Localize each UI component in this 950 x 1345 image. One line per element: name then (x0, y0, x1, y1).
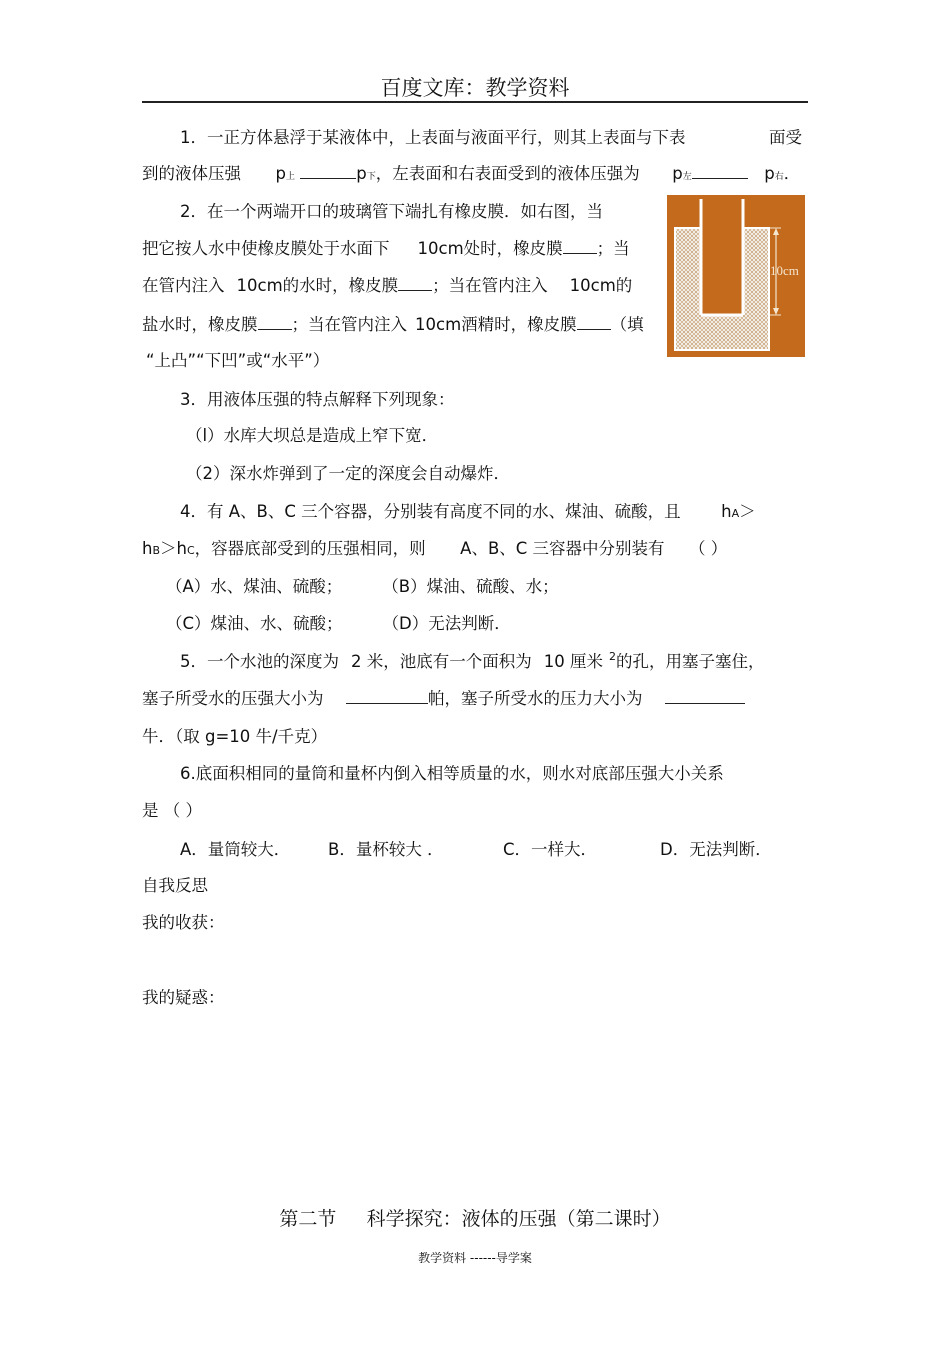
q1-line1 (180, 128, 686, 148)
q1-text-1: 1．一正方体悬浮于某液体中，上表面与液面平行，则其上表面与下表 (180, 128, 686, 147)
p-bottom-subscript: 下 (366, 172, 376, 182)
reflection-title: 自我反思 (142, 876, 208, 895)
q4-options-row2 (166, 614, 511, 634)
q5-line2 (142, 689, 745, 709)
q5-text-1b: 2 米，池底有一个面积为 (351, 652, 532, 671)
q4-options-row1 (166, 577, 559, 597)
q4-option-d[interactable]: （D）无法判断． (382, 614, 511, 633)
h-symbol-c: h (176, 539, 187, 558)
p-left-symbol: p (672, 164, 683, 183)
p-bottom-symbol: p (356, 164, 367, 183)
q5-superscript: 2 (609, 650, 616, 663)
q4-option-c[interactable]: （C）煤油、水、硫酸； (166, 614, 343, 633)
q3-item2: （2）深水炸弹到了一定的深度会自动爆炸． (186, 464, 510, 483)
q4-text-2d: （ ） (689, 539, 728, 558)
p-left-subscript: 左 (682, 172, 692, 182)
doubts-label: 我的疑惑： (142, 988, 225, 1007)
h-symbol-a: h (721, 502, 732, 521)
q1-blank-1[interactable] (300, 164, 356, 179)
q5-text-2a: 塞子所受水的压强大小为 (142, 689, 324, 708)
q3-item1: （l）水库大坝总是造成上窄下宽． (186, 426, 439, 445)
q2-text-3d: 10cm的 (569, 276, 633, 295)
tube-in-water-figure (667, 195, 805, 357)
q2-line4 (142, 315, 644, 335)
q2-text-4c: 10cm酒精时，橡皮膜 (415, 315, 577, 334)
q2-line2 (142, 239, 630, 259)
q2-text-3a: 在管内注入 (142, 276, 225, 295)
gt-sign-1: ＞ (739, 502, 756, 521)
q6-option-c[interactable]: C．一样大． (503, 840, 598, 859)
h-symbol-b: h (142, 539, 153, 558)
q1-blank-2[interactable] (692, 164, 748, 179)
header-divider (142, 101, 808, 103)
q2-blank-1[interactable] (563, 239, 597, 254)
h-sub-c: C (186, 544, 195, 557)
page-footer: 教学资料 ------导学案 (418, 1251, 532, 1265)
tube-diagram (667, 195, 805, 357)
q2-blank-4[interactable] (577, 315, 611, 330)
q5-text-1a: 5．一个水池的深度为 (180, 652, 339, 671)
p-top-subscript: 上 (285, 172, 295, 182)
q4-text-2b: ，容器底部受到的压强相同，则 (194, 539, 426, 558)
q4-option-b[interactable]: （B）煤油、硫酸、水； (382, 577, 559, 596)
q3-line1: 3．用液体压强的特点解释下列现象： (180, 390, 455, 409)
section-title: 第二节 科学探究：液体的压强（第二课时） (279, 1208, 671, 1230)
q1-text-2: 到的液体压强 (142, 164, 241, 183)
dimension-label: 10cm (770, 263, 799, 278)
q2-text-4b: ；当在管内注入 (291, 315, 407, 334)
q4-option-a[interactable]: （A）水、煤油、硫酸； (166, 577, 343, 596)
page-header-title: 百度文库：教学资料 (380, 76, 570, 100)
q6-line2: 是 （ ） (142, 801, 202, 820)
q2-text-4a: 盐水时，橡皮膜 (142, 315, 258, 334)
q6-option-d[interactable]: D．无法判断． (660, 840, 772, 859)
p-top-symbol: p (275, 164, 286, 183)
gains-label: 我的收获： (142, 913, 225, 932)
q6-option-b[interactable]: B．量杯较大 ． (328, 840, 444, 859)
q4-line2 (142, 539, 727, 561)
q2-blank-2[interactable] (398, 276, 432, 291)
q1-line1-end: 面受 (769, 128, 802, 147)
q4-text-1: 4．有 A、B、C 三个容器，分别装有高度不同的水、煤油、硫酸，且 (180, 502, 681, 521)
q5-blank-2[interactable] (665, 689, 745, 704)
q1-text-3: ，左表面和右表面受到的液体压强为 (375, 164, 640, 183)
q2-text-3c: ；当在管内注入 (432, 276, 548, 295)
q2-line5: “上凸”“下凹”或“水平”） (146, 351, 330, 370)
q2-text-3b: 10cm的水时，橡皮膜 (236, 276, 399, 295)
q6-line1: 6.底面积相同的量筒和量杯内倒入相等质量的水，则水对底部压强大小关系 (180, 764, 724, 783)
q1-line2 (142, 164, 800, 187)
h-sub-b: B (152, 544, 161, 557)
q2-blank-3[interactable] (258, 315, 292, 330)
h-sub-a: A (731, 507, 740, 520)
q5-blank-1[interactable] (346, 689, 428, 704)
q5-line3: 牛．（取 g=10 牛/千克） (142, 727, 328, 746)
tube-interior (701, 203, 743, 315)
q5-text-2b: 帕，塞子所受水的压力大小为 (428, 689, 643, 708)
q2-text-2a: 把它按人水中使橡皮膜处于水面下 (142, 239, 390, 258)
p-right-symbol: p (764, 164, 775, 183)
q2-text-2b: 10cm处时，橡皮膜 (417, 239, 563, 258)
q2-line1: 2．在一个两端开口的玻璃管下端扎有橡皮膜．如右图，当 (180, 202, 603, 221)
q5-text-1c: 10 厘米 (543, 652, 603, 671)
q4-text-2c: A、B、C 三容器中分别装有 (460, 539, 665, 558)
q2-text-4d: （填 (610, 315, 644, 334)
q5-line1 (180, 652, 765, 674)
q4-line1 (180, 502, 756, 524)
p-right-subscript: 右 (774, 172, 784, 182)
q1-period: ． (783, 164, 801, 183)
q2-line3 (142, 276, 632, 296)
q2-text-2c: ；当 (596, 239, 630, 258)
q6-option-a[interactable]: A．量筒较大． (180, 840, 291, 859)
gt-sign-2: ＞ (160, 539, 177, 558)
q5-text-1d: 的孔，用塞子塞住， (616, 652, 765, 671)
